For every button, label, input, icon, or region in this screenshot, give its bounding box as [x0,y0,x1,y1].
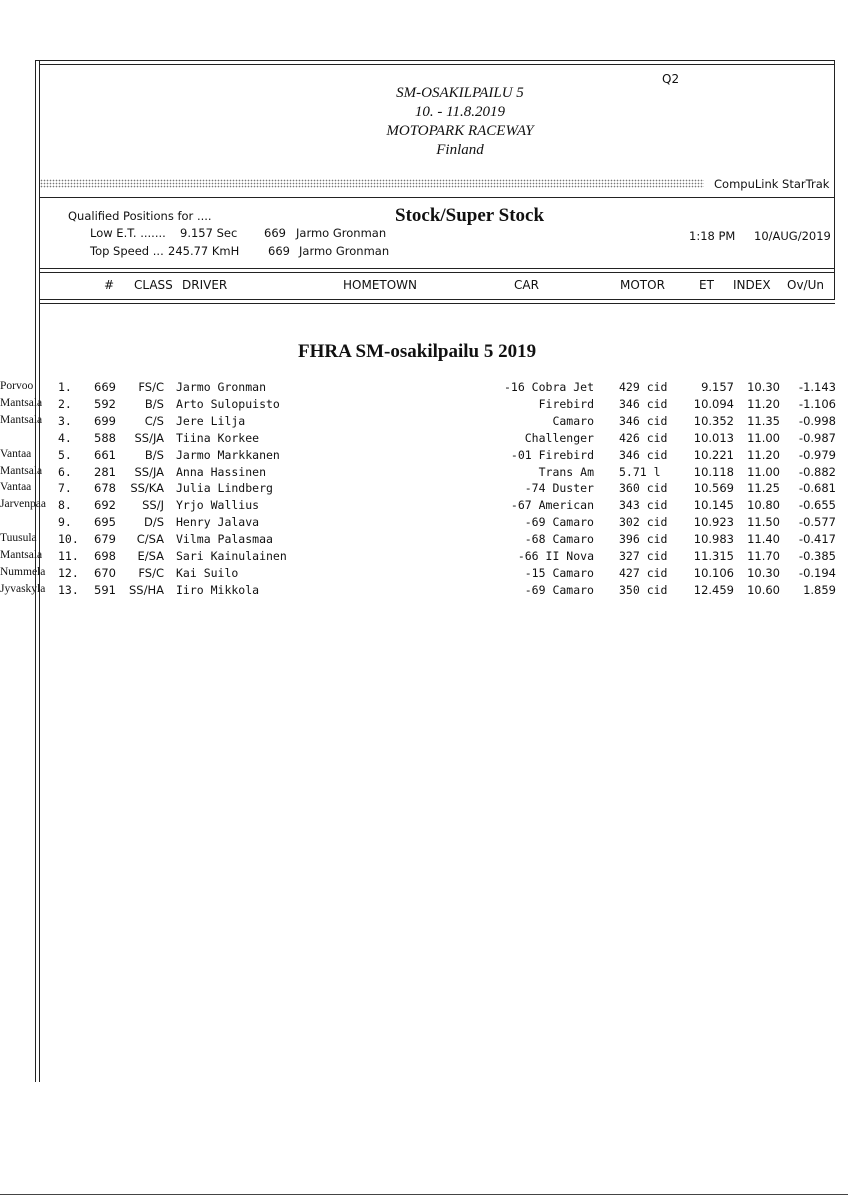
cell-class: SS/J [142,498,164,513]
cell-et: 10.569 [693,481,734,496]
cell-class: E/SA [137,549,164,563]
cell-pos: 4. [58,430,72,445]
table-row [0,532,848,549]
cell-hometown: Nummela [0,565,46,578]
cell-index: 10.60 [747,582,780,597]
report-date: 10/AUG/2019 [754,229,831,243]
cell-class: D/S [143,515,164,530]
cell-hometown: Mantsala [0,413,43,426]
cell-et: 11.315 [693,549,734,563]
table-row [0,583,848,600]
cell-car: -15 Camaro [524,565,594,580]
cell-motor: 346 cid [619,413,668,428]
cell-et: 10.352 [693,413,734,428]
cell-motor: 427 cid [619,565,668,580]
table-row [0,448,848,465]
low-et-value: 9.157 Sec [180,226,238,240]
cell-et: 9.157 [701,380,734,394]
cell-driver: Jarmo Gronman [176,380,267,394]
col-header-car: CAR [514,278,539,292]
cell-ovun: -1.143 [798,380,836,394]
low-et-car: 669 [264,226,286,240]
cell-car: -74 Duster [524,481,594,496]
cell-class: SS/HA [129,582,164,597]
cell-pos: 13. [58,582,79,597]
col-header-index: INDEX [733,278,771,292]
cell-index: 11.50 [747,515,780,530]
event-title: SM-OSAKILPAILU 5 [396,85,524,101]
cell-class: FS/C [138,565,164,580]
cell-car: -01 Firebird [510,447,594,462]
cell-hometown: Mantsala [0,396,43,409]
cell-ovun: -0.655 [798,498,836,513]
cell-car: -69 Camaro [524,515,594,530]
low-et-label: Low E.T. ....... [90,226,166,240]
cell-motor: 350 cid [619,582,668,597]
cell-index: 11.70 [747,549,780,563]
cell-class: SS/KA [130,481,164,496]
table-row [0,397,848,414]
cell-index: 10.30 [747,565,780,580]
cell-et: 10.145 [693,498,734,513]
cell-car: -16 Cobra Jet [503,380,594,394]
cell-num: 591 [94,582,116,597]
table-row [0,549,848,566]
software-label: CompuLink StarTrak [714,177,830,191]
cell-car: Trans Am [538,464,594,479]
cell-pos: 1. [58,380,72,394]
frame-top-inner-border [39,64,835,65]
country-name: Finland [436,142,484,158]
cell-et: 10.118 [693,464,734,479]
cell-pos: 3. [58,413,72,428]
top-speed-label: Top Speed ... [90,244,164,258]
dotted-rule [40,179,704,188]
cell-driver: Jarmo Markkanen [176,447,280,462]
cell-hometown: Jarvenpaa [0,498,46,511]
table-row [0,380,848,397]
cell-driver: Yrjo Wallius [176,498,260,513]
table-row [0,465,848,482]
table-row [0,515,848,532]
cell-num: 699 [94,413,116,428]
cell-ovun: -0.577 [798,515,836,530]
cell-index: 10.80 [747,498,780,513]
cell-num: 281 [94,464,116,479]
cell-car: -67 American [510,498,594,513]
cell-pos: 12. [58,565,79,580]
cell-class: SS/JA [134,430,164,445]
cell-motor: 396 cid [619,532,668,547]
divider-qualifying [39,268,835,269]
frame-top-border [35,60,835,61]
cell-et: 10.923 [693,515,734,530]
cell-ovun: -0.194 [798,565,836,580]
table-row [0,431,848,448]
cell-car: -69 Camaro [524,582,594,597]
cell-et: 10.221 [693,447,734,462]
cell-num: 670 [94,565,116,580]
cell-num: 592 [94,396,116,411]
cell-pos: 6. [58,464,72,479]
cell-motor: 302 cid [619,515,668,530]
divider-software [39,197,835,198]
cell-num: 678 [94,481,116,496]
cell-ovun: -1.106 [798,396,836,411]
cell-hometown: Vantaa [0,481,32,494]
cell-pos: 11. [58,549,79,563]
cell-hometown: Tuusula [0,532,37,545]
cell-ovun: -0.987 [798,430,836,445]
cell-pos: 10. [58,532,79,547]
cell-ovun: 1.859 [803,582,836,597]
cell-motor: 327 cid [619,549,668,563]
cell-num: 698 [94,549,116,563]
cell-ovun: -0.979 [798,447,836,462]
report-time: 1:18 PM [689,229,736,243]
col-header-class: CLASS [134,278,173,292]
cell-hometown: Jyvaskyla [0,582,46,595]
cell-num: 695 [94,515,116,530]
cell-car: Firebird [538,396,594,411]
cell-motor: 5.71 l [619,464,661,479]
cell-et: 10.106 [693,565,734,580]
cell-hometown: Mantsala [0,549,43,561]
qualifying-round-label: Q2 [662,72,680,86]
cell-pos: 2. [58,396,72,411]
cell-index: 11.25 [747,481,780,496]
cell-driver: Vilma Palasmaa [176,532,273,547]
table-row [0,566,848,583]
report-title: FHRA SM-osakilpailu 5 2019 [298,341,537,362]
cell-class: C/S [144,413,164,428]
cell-et: 10.094 [693,396,734,411]
cell-index: 11.00 [747,430,780,445]
col-header-et: ET [699,278,714,292]
cell-hometown: Porvoo [0,380,34,392]
cell-num: 692 [94,498,116,513]
cell-et: 10.983 [693,532,734,547]
cell-class: B/S [144,447,164,462]
cell-index: 11.20 [747,396,780,411]
cell-class: FS/C [138,380,164,394]
cell-ovun: -0.882 [798,464,836,479]
cell-index: 11.20 [747,447,780,462]
cell-motor: 343 cid [619,498,668,513]
cell-driver: Jere Lilja [176,413,246,428]
cell-motor: 346 cid [619,447,668,462]
cell-ovun: -0.385 [798,549,836,563]
cell-driver: Tiina Korkee [176,430,260,445]
cell-driver: Julia Lindberg [176,481,273,496]
divider-qualifying-inner [39,272,835,273]
col-header-num: # [104,278,115,292]
table-row [0,498,848,515]
cell-num: 588 [94,430,116,445]
cell-driver: Henry Jalava [176,515,260,530]
cell-car: -66 II Nova [517,549,594,563]
table-row [0,414,848,431]
cell-et: 12.459 [693,582,734,597]
cell-motor: 429 cid [619,380,668,394]
cell-num: 669 [94,380,116,394]
cell-motor: 360 cid [619,481,668,496]
top-speed-value: 245.77 KmH [168,244,240,258]
cell-pos: 7. [58,481,72,496]
cell-class: SS/JA [134,464,164,479]
frame-right-border [834,60,835,300]
cell-index: 11.00 [747,464,780,479]
cell-class: B/S [144,396,164,411]
top-speed-car: 669 [268,244,290,258]
cell-motor: 346 cid [619,396,668,411]
cell-driver: Anna Hassinen [176,464,267,479]
event-title-block [340,84,580,160]
col-header-motor: MOTOR [620,278,665,292]
cell-ovun: -0.998 [798,413,836,428]
cell-driver: Iiro Mikkola [176,582,260,597]
divider-columns [39,299,835,300]
cell-driver: Sari Kainulainen [176,549,287,563]
col-header-ovun: Ov/Un [787,278,824,292]
top-speed-driver: Jarmo Gronman [299,244,390,258]
cell-hometown: Mantsala [0,464,43,477]
cell-index: 11.40 [747,532,780,547]
col-header-driver: DRIVER [182,278,228,292]
page-bottom-rule [0,1194,848,1195]
cell-pos: 9. [58,515,72,530]
cell-hometown: Vantaa [0,447,32,460]
cell-motor: 426 cid [619,430,668,445]
cell-et: 10.013 [693,430,734,445]
cell-car: Challenger [524,430,594,445]
cell-driver: Arto Sulopuisto [176,396,280,411]
cell-class: C/SA [136,532,164,547]
venue-name: MOTOPARK RACEWAY [386,123,534,139]
divider-columns-inner [39,303,835,304]
col-header-hometown: HOMETOWN [343,278,418,292]
cell-ovun: -0.417 [798,532,836,547]
cell-car: -68 Camaro [524,532,594,547]
cell-index: 11.35 [747,413,780,428]
qualified-positions-label: Qualified Positions for .... [68,209,212,223]
cell-num: 679 [94,532,116,547]
cell-pos: 5. [58,447,72,462]
cell-pos: 8. [58,498,72,513]
cell-ovun: -0.681 [798,481,836,496]
cell-num: 661 [94,447,116,462]
low-et-driver: Jarmo Gronman [296,226,387,240]
cell-driver: Kai Suilo [176,565,239,580]
table-row [0,481,848,498]
category-title: Stock/Super Stock [395,205,545,226]
cell-index: 10.30 [747,380,780,394]
event-dates: 10. - 11.8.2019 [414,104,506,120]
cell-car: Camaro [552,413,594,428]
